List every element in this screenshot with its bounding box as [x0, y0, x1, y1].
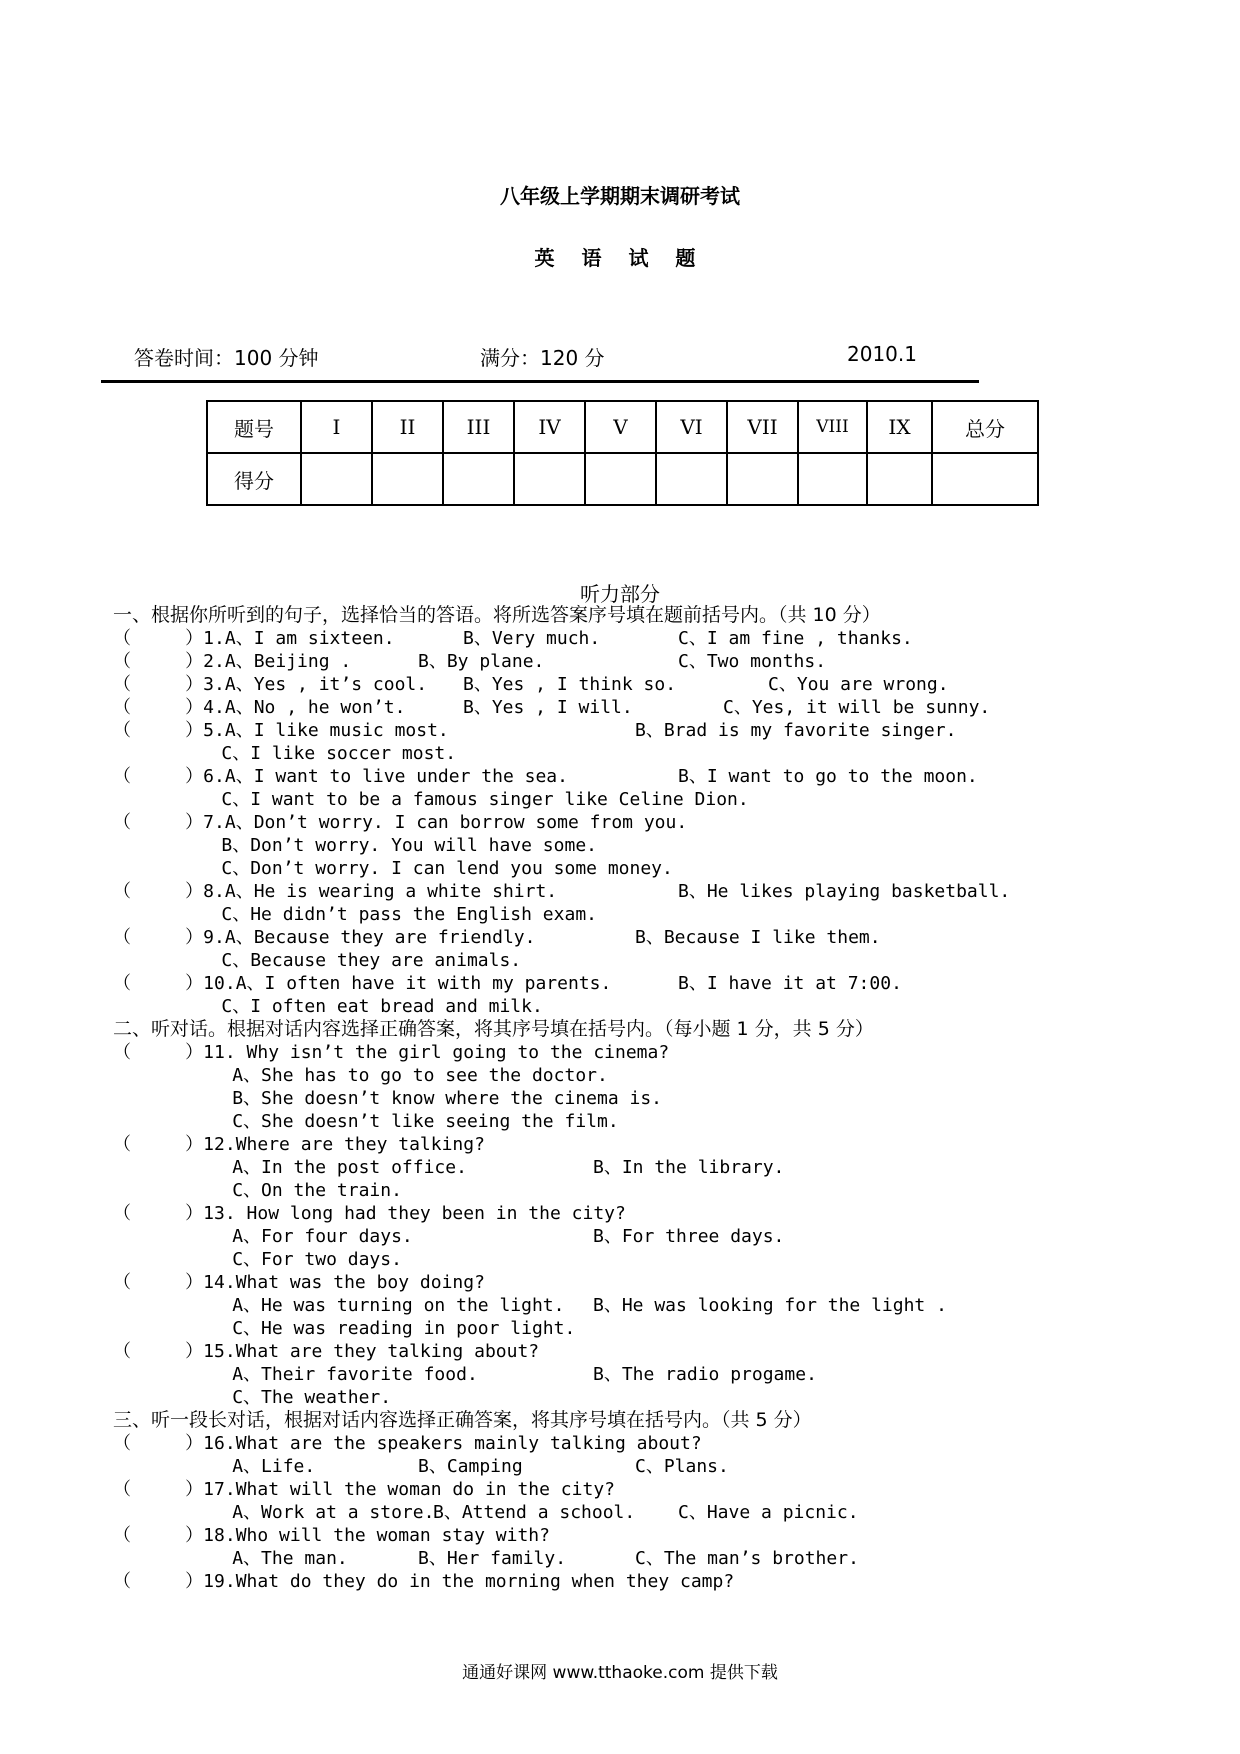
score-input-2[interactable] — [372, 453, 443, 505]
score-input-6[interactable] — [656, 453, 727, 505]
score-table-score-row — [207, 453, 1038, 505]
score-input-7[interactable] — [727, 453, 798, 505]
header-rule — [101, 380, 979, 383]
score-cell-total: 总分 — [932, 401, 1038, 453]
score-table-header-row — [207, 401, 1038, 453]
listening-section-heading: 听力部分 — [580, 582, 660, 606]
score-input-total[interactable] — [932, 453, 1038, 505]
score-input-5[interactable] — [585, 453, 656, 505]
exam-time: 答卷时间：100 分钟 — [134, 346, 319, 370]
score-input-4[interactable] — [514, 453, 585, 505]
score-cell-8: VIII — [798, 401, 867, 453]
score-input-3[interactable] — [443, 453, 514, 505]
exam-title: 八年级上学期期末调研考试 — [500, 184, 740, 208]
score-cell-9: IX — [867, 401, 932, 453]
score-cell-label: 题号 — [207, 401, 301, 453]
score-input-9[interactable] — [867, 453, 932, 505]
score-cell-1: I — [301, 401, 372, 453]
score-table — [206, 400, 1039, 506]
exam-subtitle: 英 语 试 题 — [534, 246, 706, 270]
full-score: 满分：120 分 — [480, 346, 605, 370]
score-cell-6: VI — [656, 401, 727, 453]
exam-date: 2010.1 — [847, 342, 917, 366]
score-input-8[interactable] — [798, 453, 867, 505]
score-cell-3: III — [443, 401, 514, 453]
score-row-label: 得分 — [207, 453, 301, 505]
score-cell-2: II — [372, 401, 443, 453]
footer-credit: 通通好课网 www.tthaoke.com 提供下载 — [462, 1663, 778, 1683]
score-cell-7: VII — [727, 401, 798, 453]
score-cell-5: V — [585, 401, 656, 453]
score-input-1[interactable] — [301, 453, 372, 505]
score-cell-4: IV — [514, 401, 585, 453]
